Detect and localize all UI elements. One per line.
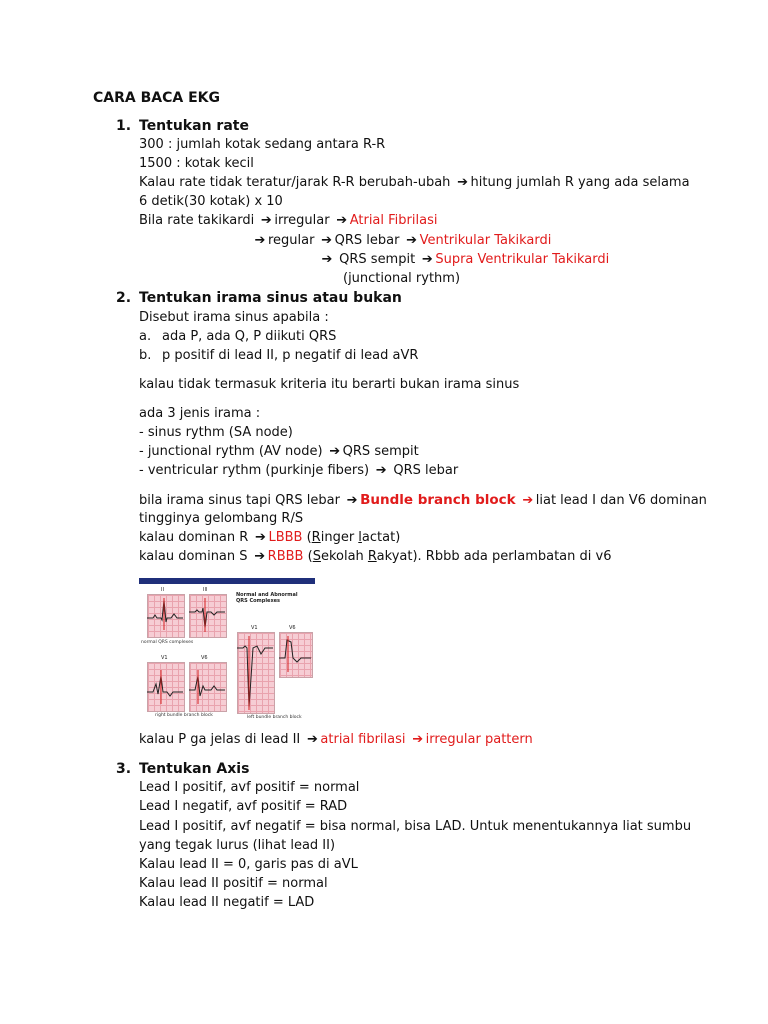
- qrs-sempit-text: QRS sempit: [342, 444, 419, 459]
- mnemonic-letter: S: [312, 549, 321, 564]
- right-arrow-icon: ➔: [306, 732, 318, 747]
- ecg-trace-normal-iii: [189, 608, 225, 628]
- list-marker: b.: [139, 348, 152, 363]
- bbb-condition-text: bila irama sinus tapi QRS lebar: [139, 493, 340, 508]
- atrial-fibrilasi-term: atrial fibrilasi: [320, 732, 406, 747]
- right-arrow-icon: ➔: [329, 444, 341, 459]
- rate-line-irregular: [139, 175, 690, 191]
- rate-line-narrow: [319, 252, 609, 268]
- mnemonic-letter: R: [367, 549, 377, 564]
- qrs-lebar-text: QRS lebar: [393, 463, 459, 478]
- junctional-note: (junctional rythm): [343, 271, 461, 286]
- axis-line: Lead I positif, avf positif = normal: [139, 780, 360, 795]
- mnemonic-letter: l: [358, 530, 362, 545]
- ecg-trace-rbbb-v6: [189, 676, 225, 696]
- caption-lbbb: left bundle branch block: [247, 715, 302, 720]
- rhythm-junctional: [139, 444, 419, 460]
- bundle-branch-block-term: Bundle branch block: [360, 492, 516, 508]
- mnemonic-text: inger: [320, 530, 359, 545]
- atrial-fibrilasi-term: Atrial Fibrilasi: [349, 213, 438, 228]
- caption-rbbb: right bundle branch block: [155, 713, 213, 718]
- svt-term: Supra Ventrikular Takikardi: [435, 252, 610, 267]
- afib-condition-text: kalau P ga jelas di lead II: [139, 732, 301, 747]
- axis-line: Lead I negatif, avf positif = RAD: [139, 799, 348, 814]
- bbb-line-2: tingginya gelombang R/S: [139, 511, 304, 526]
- lead-label: II: [161, 587, 164, 593]
- mnemonic-text: actat): [361, 530, 401, 545]
- lead-label: V1: [161, 655, 168, 661]
- rate-line-tachy: [139, 213, 437, 229]
- lead-label: III: [203, 587, 208, 593]
- section-3-number: 3.: [116, 761, 132, 777]
- list-item-text: p positif di lead II, p negatif di lead aVR: [162, 348, 419, 363]
- qrs-sempit-text: QRS sempit: [339, 252, 416, 267]
- section-3-heading: Tentukan Axis: [139, 761, 250, 777]
- ventrikular-takikardi-term: Ventrikular Takikardi: [419, 233, 552, 248]
- ventricular-text: - ventricular rythm (purkinje fibers): [139, 463, 370, 478]
- sinus-intro: Disebut irama sinus apabila :: [139, 310, 329, 325]
- list-marker: a.: [139, 329, 152, 344]
- list-item: [139, 348, 151, 364]
- bbb-lead-text: liat lead I dan V6 dominan: [535, 493, 707, 508]
- rate-line-1500: 1500 : kotak kecil: [139, 156, 254, 171]
- rbbb-term: RBBB: [267, 549, 304, 564]
- list-item: [139, 329, 151, 345]
- ecg-trace-normal-ii: [147, 600, 183, 622]
- document-title: CARA BACA EKG: [93, 90, 220, 106]
- lbbb-term: LBBB: [268, 530, 303, 545]
- right-arrow-icon: ➔: [254, 233, 266, 248]
- bbb-line-1: [139, 492, 707, 509]
- paren-open: (: [302, 530, 312, 545]
- right-arrow-icon: ➔: [412, 732, 424, 747]
- ecg-trace-rbbb-v1: [147, 676, 183, 696]
- right-arrow-icon: ➔: [375, 463, 387, 478]
- mnemonic-text: akyat). Rbbb ada perlambatan di v6: [376, 549, 612, 564]
- irregular-pattern-term: irregular pattern: [425, 732, 533, 747]
- lead-label: V1: [251, 625, 258, 631]
- tachy-text: Bila rate takikardi: [139, 213, 255, 228]
- axis-line: Kalau lead II = 0, garis pas di aVL: [139, 857, 358, 872]
- lbbb-line: [139, 530, 400, 546]
- axis-line: yang tegak lurus (lihat lead II): [139, 838, 336, 853]
- right-arrow-icon: ➔: [321, 252, 333, 267]
- rate-line-300: 300 : jumlah kotak sedang antara R-R: [139, 137, 386, 152]
- section-2-number: 2.: [116, 290, 132, 306]
- right-arrow-icon: ➔: [406, 233, 418, 248]
- paren-open: (: [303, 549, 313, 564]
- rate-line-regular: [252, 233, 551, 249]
- rhythm-intro: ada 3 jenis irama :: [139, 406, 261, 421]
- rhythm-ventricular: [139, 463, 458, 479]
- mnemonic-letter: R: [311, 530, 321, 545]
- right-arrow-icon: ➔: [260, 213, 272, 228]
- ecg-trace-lbbb-v6: [279, 640, 311, 662]
- figure-title-line-1: Normal and Abnormal: [236, 592, 298, 598]
- section-2-heading: Tentukan irama sinus atau bukan: [139, 290, 402, 306]
- lead-label: V6: [289, 625, 296, 631]
- caption-normal: normal QRS complexes: [141, 640, 194, 645]
- dominan-r-text: kalau dominan R: [139, 530, 249, 545]
- ecg-qrs-figure: [139, 578, 315, 722]
- axis-line: Kalau lead II negatif = LAD: [139, 895, 315, 910]
- right-arrow-icon: ➔: [254, 549, 266, 564]
- rate-line-6s: 6 detik(30 kotak) x 10: [139, 194, 283, 209]
- list-item-text: ada P, ada Q, P diikuti QRS: [162, 329, 337, 344]
- dominan-s-text: kalau dominan S: [139, 549, 248, 564]
- qrs-lebar-text: QRS lebar: [334, 233, 400, 248]
- lead-label: V6: [201, 655, 208, 661]
- right-arrow-icon: ➔: [457, 175, 468, 190]
- figure-title-line-2: QRS Complexes: [236, 598, 281, 604]
- rate-count-text: hitung jumlah R yang ada selama: [470, 175, 690, 190]
- rate-irregular-text: Kalau rate tidak teratur/jarak R-R berubah-ubah: [139, 175, 451, 190]
- irregular-text: irregular: [274, 213, 330, 228]
- axis-line: Lead I positif, avf negatif = bisa normal, bisa LAD. Untuk menentukannya liat sumbu: [139, 819, 692, 834]
- ecg-traces: [139, 578, 315, 722]
- right-arrow-icon: ➔: [522, 493, 534, 508]
- rhythm-sinus: - sinus rythm (SA node): [139, 425, 293, 440]
- right-arrow-icon: ➔: [321, 233, 333, 248]
- right-arrow-icon: ➔: [255, 530, 266, 545]
- mnemonic-text: ekolah: [320, 549, 368, 564]
- section-1-number: 1.: [116, 118, 132, 134]
- axis-line: Kalau lead II positif = normal: [139, 876, 328, 891]
- junctional-text: - junctional rythm (AV node): [139, 444, 323, 459]
- section-1-heading: Tentukan rate: [139, 118, 249, 134]
- right-arrow-icon: ➔: [336, 213, 348, 228]
- right-arrow-icon: ➔: [421, 252, 433, 267]
- sinus-note: kalau tidak termasuk kriteria itu berarti bukan irama sinus: [139, 377, 520, 392]
- right-arrow-icon: ➔: [346, 493, 358, 508]
- afib-line: [139, 732, 533, 748]
- ecg-trace-lbbb-v1: [237, 646, 273, 708]
- regular-text: regular: [268, 233, 315, 248]
- rbbb-line: [139, 549, 611, 565]
